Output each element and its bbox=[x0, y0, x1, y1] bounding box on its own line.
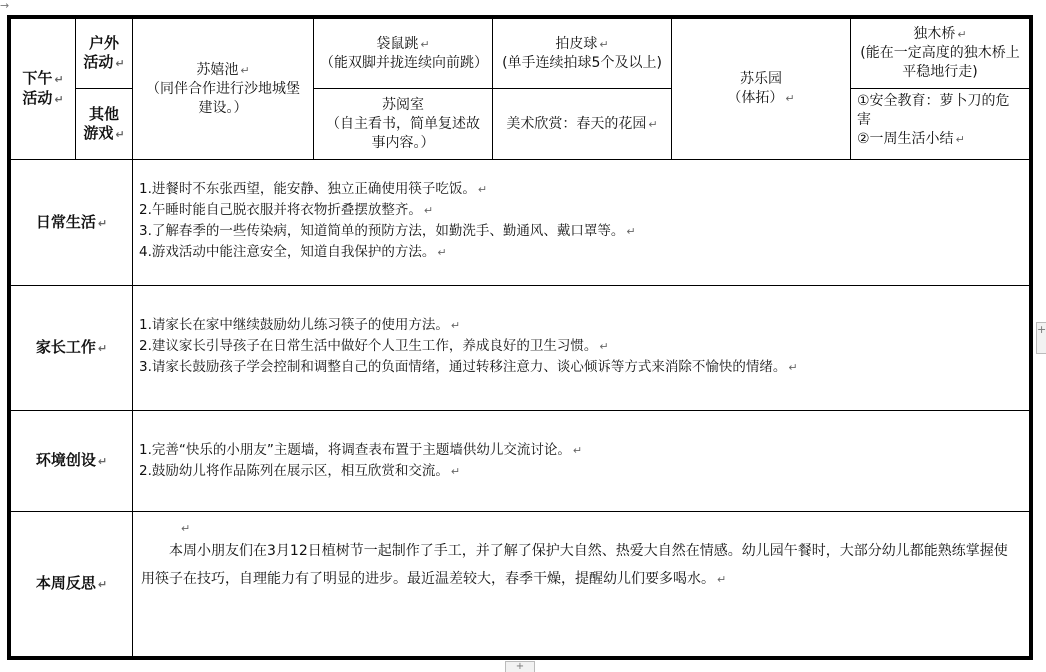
paragraph-mark: ↵ bbox=[420, 37, 430, 51]
environment-label-text: 环境创设 bbox=[35, 451, 96, 469]
sandpit-title: 苏嬉池 bbox=[196, 61, 239, 78]
daily-item bbox=[139, 242, 1029, 263]
parent-item bbox=[139, 336, 1029, 357]
reading-desc: （自主看书，简单复述故事内容。） bbox=[326, 115, 480, 151]
paragraph-mark: ↵ bbox=[240, 63, 250, 77]
kangaroo-desc: （能双脚并拢连续向前跳） bbox=[320, 54, 488, 71]
paragraph-mark: ↵ bbox=[599, 340, 609, 353]
ball-title: 拍皮球 bbox=[555, 35, 598, 52]
kangaroo-title: 袋鼠跳 bbox=[376, 35, 419, 52]
environment-item bbox=[139, 440, 1029, 461]
environment-item bbox=[139, 461, 1029, 482]
paragraph-mark: ↵ bbox=[115, 57, 125, 70]
reading-room-cell bbox=[313, 88, 493, 160]
kangaroo-jump-cell bbox=[313, 18, 493, 89]
plus-icon: + bbox=[1037, 323, 1046, 336]
afternoon-label-line2: 活动 bbox=[22, 89, 53, 107]
bridge-title: 独木桥 bbox=[913, 26, 956, 42]
paragraph-mark: ↵ bbox=[181, 522, 191, 535]
daily-item bbox=[139, 200, 1029, 221]
parent-work-label bbox=[10, 285, 133, 411]
environment-label bbox=[10, 410, 133, 512]
other-label-line2: 游戏 bbox=[83, 123, 114, 142]
parent-item-text: 2.建议家长引导孩子在日常生活中做好个人卫生工作，养成良好的卫生习惯。 bbox=[139, 338, 598, 354]
paragraph-mark: ↵ bbox=[788, 361, 798, 374]
sandpit-desc: （同伴合作进行沙地城堡建设。） bbox=[146, 80, 300, 116]
outdoor-activity-label bbox=[75, 18, 133, 89]
daily-life-label bbox=[10, 159, 133, 286]
other-label-line1: 其他 bbox=[88, 104, 119, 123]
safety-education-cell bbox=[850, 88, 1030, 160]
paradise-title: 苏乐园 bbox=[740, 71, 782, 87]
balance-beam-cell bbox=[850, 18, 1030, 89]
paragraph-mark: ↵ bbox=[97, 216, 108, 230]
daily-item-text: 4.游戏活动中能注意安全，知道自我保护的方法。 bbox=[139, 244, 436, 260]
art-text: 美术欣赏：春天的花园 bbox=[506, 115, 647, 132]
afternoon-label-line1: 下午 bbox=[22, 69, 53, 87]
daily-life-content bbox=[132, 159, 1030, 286]
paragraph-mark: ↵ bbox=[97, 455, 108, 468]
art-appreciation-cell bbox=[492, 88, 672, 160]
paragraph-mark: ↵ bbox=[599, 37, 609, 51]
paragraph-mark: ↵ bbox=[785, 92, 795, 105]
paragraph-mark: ↵ bbox=[648, 117, 658, 131]
paragraph-mark: ↵ bbox=[477, 183, 488, 196]
daily-life-label-text: 日常生活 bbox=[35, 212, 96, 231]
reflection-label-text: 本周反思 bbox=[35, 574, 96, 592]
reading-title: 苏阅室 bbox=[382, 96, 424, 113]
outdoor-label-line2: 活动 bbox=[83, 53, 114, 71]
daily-item-text: 1.进餐时不东张西望，能安静、独立正确使用筷子吃饭。 bbox=[139, 181, 476, 197]
other-games-label bbox=[75, 88, 133, 160]
reflection-paragraph bbox=[141, 537, 1017, 594]
paragraph-mark: ↵ bbox=[54, 73, 64, 86]
reflection-content bbox=[132, 511, 1030, 657]
parent-work-content bbox=[132, 285, 1030, 411]
outdoor-label-line1: 户外 bbox=[88, 34, 119, 52]
paradise-cell bbox=[671, 18, 851, 160]
add-row-handle[interactable] bbox=[505, 661, 535, 672]
parent-item-text: 1.请家长在家中继续鼓励幼儿练习筷子的使用方法。 bbox=[139, 317, 449, 333]
reflection-label bbox=[10, 511, 133, 657]
parent-work-label-text: 家长工作 bbox=[35, 338, 96, 356]
paragraph-mark: ↵ bbox=[97, 578, 108, 591]
ball-bounce-cell bbox=[492, 18, 672, 89]
plus-icon: + bbox=[515, 661, 525, 672]
paragraph-mark: ↵ bbox=[423, 204, 434, 217]
reflection-text: 本周小朋友们在3月12日植树节一起制作了手工，并了解了保护大自然、热爱大自然在情感。幼儿园午餐时，大部分幼儿都能熟练掌握使用筷子在技巧，自理能力有了明显的进步。最近温差较大，春季干燥，提醒幼儿们要多喝水。 bbox=[141, 543, 1008, 587]
paragraph-mark: ↵ bbox=[450, 319, 461, 332]
ball-desc: (单手连续拍球5个及以上) bbox=[502, 54, 662, 71]
bridge-desc: (能在一定高度的独木桥上平稳地行走) bbox=[860, 45, 1020, 80]
paragraph-mark: ↵ bbox=[957, 28, 967, 41]
safety-line1: ①安全教育：萝卜刀的危害 bbox=[857, 93, 1010, 128]
afternoon-label bbox=[10, 18, 76, 160]
tab-mark: → bbox=[0, 0, 10, 12]
environment-content bbox=[132, 410, 1030, 512]
paragraph-mark: ↵ bbox=[626, 225, 636, 238]
parent-item bbox=[139, 357, 1029, 378]
daily-item bbox=[139, 179, 1029, 200]
sandpit-cell bbox=[132, 18, 314, 160]
paragraph-mark: ↵ bbox=[572, 444, 583, 457]
paragraph-mark: ↵ bbox=[955, 133, 965, 146]
weekly-plan-table bbox=[7, 15, 1033, 660]
daily-item-text: 3.了解春季的一些传染病，知道简单的预防方法，如勤洗手、勤通风、戴口罩等。 bbox=[139, 223, 625, 239]
paragraph-mark: ↵ bbox=[54, 93, 64, 106]
parent-item-text: 3.请家长鼓励孩子学会控制和调整自己的负面情绪，通过转移注意力、谈心倾诉等方式来消除不愉快的情绪。 bbox=[139, 359, 787, 375]
daily-item bbox=[139, 221, 1029, 242]
paragraph-mark: ↵ bbox=[717, 573, 727, 586]
environment-item-text: 2.鼓励幼儿将作品陈列在展示区，相互欣赏和交流。 bbox=[139, 463, 449, 479]
table-resize-handle[interactable] bbox=[1036, 322, 1046, 354]
paradise-desc: （体拓） bbox=[727, 90, 784, 106]
paragraph-mark: ↵ bbox=[450, 465, 461, 478]
paragraph-mark: ↵ bbox=[97, 342, 108, 355]
paragraph-mark: ↵ bbox=[115, 127, 125, 141]
daily-item-text: 2.午睡时能自己脱衣服并将衣物折叠摆放整齐。 bbox=[139, 202, 422, 218]
safety-line2: ②一周生活小结 bbox=[857, 131, 954, 147]
environment-item-text: 1.完善“快乐的小朋友”主题墙，将调查表布置于主题墙供幼儿交流讨论。 bbox=[139, 442, 571, 458]
paragraph-mark: ↵ bbox=[437, 246, 447, 259]
parent-item bbox=[139, 315, 1029, 336]
